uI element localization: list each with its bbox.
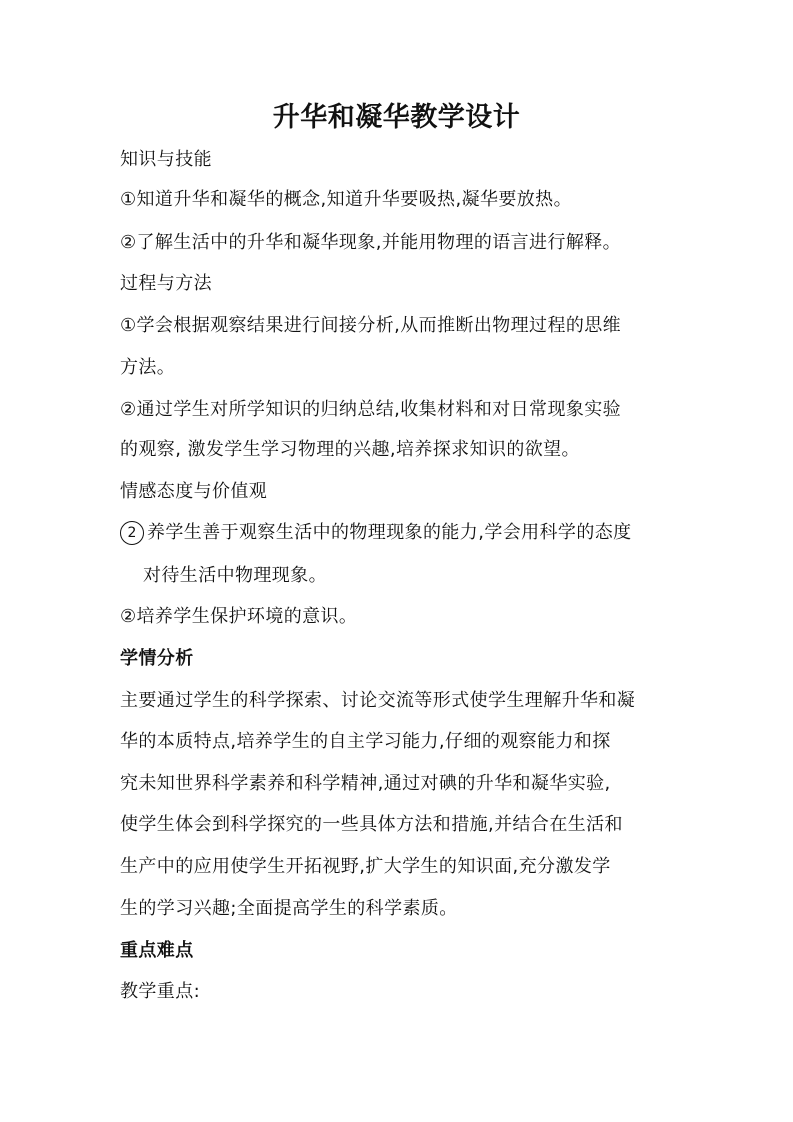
paragraph-line: ②了解生活中的升华和凝华现象,并能用物理的语言进行解释。 (120, 232, 622, 253)
document-title: 升华和凝华教学设计 (272, 102, 521, 133)
paragraph-line: 使学生体会到科学探究的一些具体方法和措施,并结合在生活和 (120, 814, 623, 835)
paragraph-line: ①学会根据观察结果进行间接分析,从而推断出物理过程的思维 (120, 315, 622, 336)
paragraph-line: 华的本质特点,培养学生的自主学习能力,仔细的观察能力和探 (120, 731, 611, 752)
paragraph-line: ①知道升华和凝华的概念,知道升华要吸热,凝华要放热。 (120, 189, 572, 210)
paragraph-line: 教学重点: (120, 981, 201, 1002)
heading-knowledge-skills: 知识与技能 (120, 149, 212, 170)
heading-process-method: 过程与方法 (120, 273, 212, 294)
paragraph-line: 方法。 (120, 357, 176, 378)
paragraph-line: 究未知世界科学素养和科学精神,通过对碘的升华和凝华实验, (120, 773, 611, 794)
paragraph-line: 生产中的应用使学生开拓视野,扩大学生的知识面,充分激发学 (120, 856, 611, 877)
heading-emotion-values: 情感态度与价值观 (120, 481, 268, 502)
heading-learning-analysis: 学情分析 (120, 648, 194, 669)
paragraph-line: 的观察, 激发学生学习物理的兴趣,培养探求知识的欲望。 (120, 439, 580, 460)
list-item-text: 养学生善于观察生活中的物理现象的能力,学会用科学的态度 (147, 522, 632, 543)
paragraph-line: 主要通过学生的科学探索、讨论交流等形式使学生理解升华和凝 (120, 690, 636, 711)
paragraph-line: 对待生活中物理现象。 (143, 565, 327, 586)
paragraph-line: 生的学习兴趣;全面提高学生的科学素质。 (120, 898, 458, 919)
paragraph-line: ②培养学生保护环境的意识。 (120, 606, 358, 627)
heading-key-difficult-points: 重点难点 (120, 940, 194, 961)
paragraph-line: ②通过学生对所学知识的归纳总结,收集材料和对日常现象实验 (120, 399, 622, 420)
list-marker: 2 (120, 521, 144, 545)
list-item (120, 520, 632, 546)
